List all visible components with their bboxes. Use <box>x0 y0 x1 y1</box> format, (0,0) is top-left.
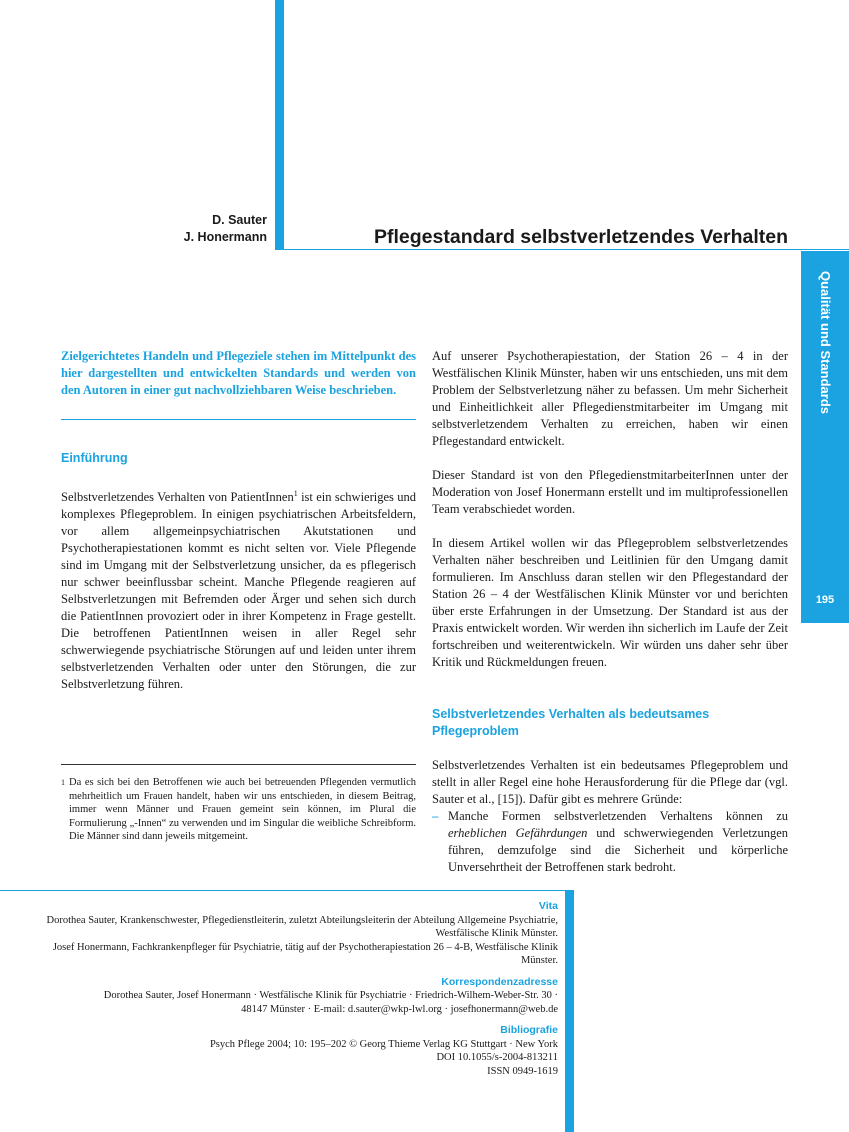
list-item <box>432 808 788 876</box>
bullet-text-rest: und schwerwiegenden Verletzungen führen, demzufolge sind die Sicherheit und körperliche Unversehrtheit der Betroffenen stark bedroht. <box>448 826 788 874</box>
page-number: 195 <box>815 594 835 606</box>
left-column <box>61 348 416 693</box>
authors <box>130 212 267 246</box>
footnote-number: 1 <box>61 778 65 787</box>
intro-text-rest: ist ein schwieriges und komplexes Pflegeproblem. In einigen psychiatrischen Arbeitsfeldern, vor allem allgemeinpsychiatrischen Akutstationen und Psychotherapiestationen kommt es nicht selten vor. Viele Pflegende sind im Umgang mit der Selbstverletzung unsicher, da es pflegerisch nur schwer beeinflussbar scheint. Manche Pflegende reagieren auf Selbstverletzungen mit Befremden oder Ärger und sehen sich durch die PatientInnen provoziert oder in ihrer Kompetenz in Frage gestellt. Die betroffenen PatientInnen weisen in aller Regel sehr schwerwiegende psychiatrische Störungen auf und leiden unter ihrem selbstverletzenden Verhalten oder unter den Störungen, die zur Selbstverletzung führen. <box>61 490 417 692</box>
abstract: Zielgerichtetes Handeln und Pflegeziele stehen im Mittelpunkt des hier dargestellten und entwickelten Standards und werden von den Autoren in einer gut nachvollziehbaren Weise beschrieben. <box>61 349 416 397</box>
top-accent-bar <box>275 0 284 250</box>
correspondence-line-1: Dorothea Sauter, Josef Honermann · Westfälische Klinik für Psychiatrie · Friedrich-Wilhem-Weber-Str. 30 · <box>103 990 558 1001</box>
bullet-dash: – <box>432 809 439 823</box>
correspondence-line-2: 48147 Münster · E-mail: d.sauter@wkp-lwl.org · josefhonermann@web.de <box>241 1003 558 1015</box>
section-heading-einfuehrung: Einführung <box>61 451 128 465</box>
bullet-text-start: Manche Formen selbstverletzenden Verhaltens können zu <box>448 809 788 823</box>
vita-block <box>20 900 558 1078</box>
section-label: Qualität und Standards <box>818 271 833 415</box>
vita-label: Vita <box>538 900 558 912</box>
bibliography-doi: DOI 10.1055/s-2004-813211 <box>436 1052 558 1063</box>
section-tab <box>801 251 849 623</box>
vita-author-1: Dorothea Sauter, Krankenschwester, Pflegedienstleiterin, zuletzt Abteilungsleiterin der Abteilung Allgemeine Psychiatrie, Westfälische Klinik Münster. <box>46 914 558 939</box>
paragraph-4: Selbstverletzendes Verhalten ist ein bedeutsames Pflegeproblem und stellt in aller Regel eine hohe Herausforderung für die Pflege dar (vgl. Sauter et al., [15]). Dafür gibt es mehrere Gründe: <box>432 758 788 806</box>
author-2: J. Honermann <box>183 230 267 244</box>
right-column <box>432 348 788 876</box>
footnote-ref: 1 <box>293 489 298 498</box>
bullet-emphasis: erheblichen Gefährdungen <box>448 826 588 840</box>
paragraph-1: Auf unserer Psychotherapiestation, der Station 26 – 4 in der Westfälischen Klinik Münster, haben wir uns entschieden, uns mit dem Problem der Selbstverletzung näher zu befassen. Um mehr Sicherheit und Einheitlichkeit aller Pflegedienstmitarbeiter im Umgang mit selbstverletzendem Verhalten zu erreichen, haben wir einen Pflegestandard entwickelt. <box>432 349 788 448</box>
article-title: Pflegestandard selbstverletzendes Verhalten <box>374 226 788 248</box>
bibliography-label: Bibliografie <box>500 1024 558 1036</box>
paragraph-3: In diesem Artikel wollen wir das Pflegeproblem selbstverletzendes Verhalten näher beschreiben und Leitlinien für den Umgang damit formulieren. Im Anschluss daran stellen wir den Pflegestandard der Station 26 – 4 der Westfälischen Klinik Münster vor und berichten über erste Erfahrungen in der Umsetzung. Der Standard ist aus der Praxis entwickelt worden. Wir werden ihn sicherlich im Laufe der Zeit fortschreiben und weiterentwickeln. Wir würden uns daher sehr über Kritik und Rückmeldungen freuen. <box>432 536 788 669</box>
author-1: D. Sauter <box>212 213 267 227</box>
vita-rule <box>0 890 566 891</box>
paragraph-2: Dieser Standard ist von den PflegedienstmitarbeiterInnen unter der Moderation von Josef Honermann erstellt und im multiprofessionellen Team verabschiedet worden. <box>432 468 788 516</box>
intro-paragraph <box>61 485 416 693</box>
footnote <box>61 776 416 844</box>
footnote-text: Da es sich bei den Betroffenen wie auch bei betreuenden Pflegenden vermutlich mehrheitlich um Frauen handelt, haben wir uns entschieden, in diesem Beitrag, immer wenn Männer und Frauen gemeint sein können, im Plural die Formulierung „-Innen“ zu verwenden und im Singular die weibliche Schreibform. Die Männer sind dann jeweils mitgemeint. <box>69 777 416 842</box>
footnote-rule <box>61 764 416 765</box>
bibliography-line-1: Psych Pflege 2004; 10: 195–202 © Georg Thieme Verlag KG Stuttgart · New York <box>209 1038 558 1050</box>
section-label-wrap <box>801 271 849 471</box>
intro-text-start: Selbstverletzendes Verhalten von PatientInnen <box>61 490 294 505</box>
bibliography-issn: ISSN 0949-1619 <box>487 1065 558 1077</box>
section-heading-pflegeproblem: Selbstverletzendes Verhalten als bedeutsames Pflegeproblem <box>432 707 710 738</box>
vita-author-2: Josef Honermann, Fachkrankenpfleger für Psychiatrie, tätig auf der Psychotherapiestation 26 – 4-B, Westfälische Klinik Münster. <box>52 941 558 966</box>
bottom-accent-bar <box>565 890 574 1132</box>
correspondence-label: Korrespondenzadresse <box>441 975 558 988</box>
